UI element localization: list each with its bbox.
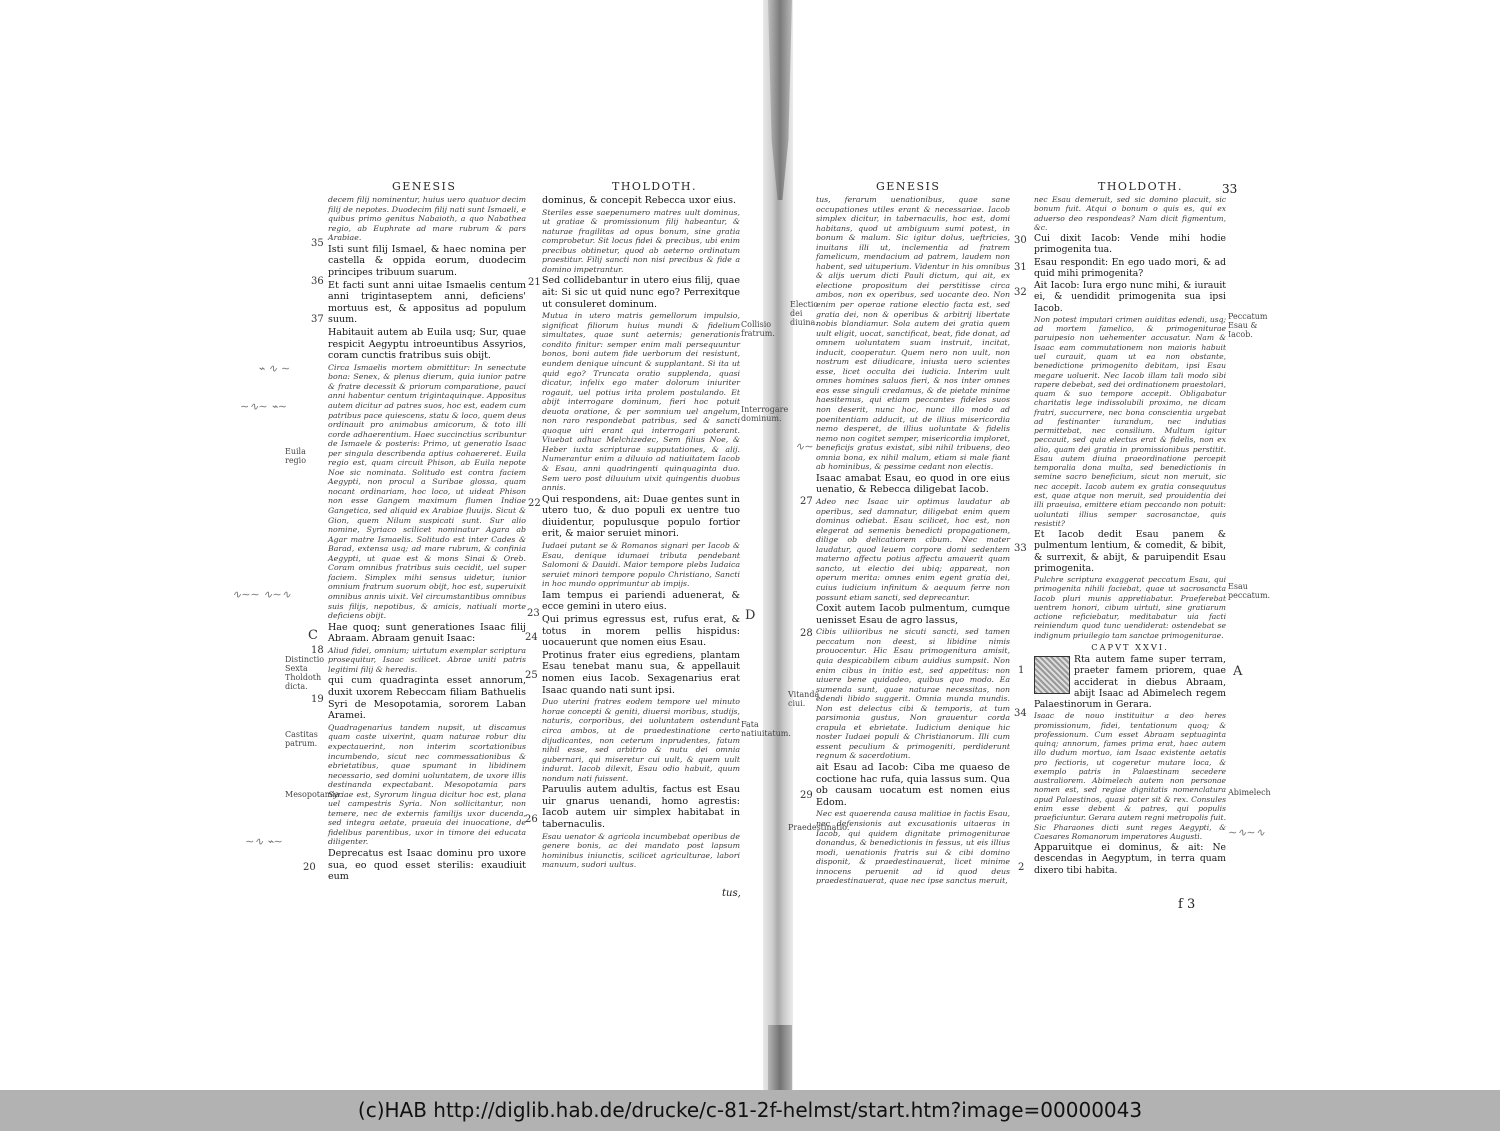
verse-number: 19 <box>311 694 324 705</box>
catchword: tus, <box>722 888 741 899</box>
paragraph-text: Qui primus egressus est, rufus erat, & totus in morem pellis hispidus: uocauerunt que nomen eius Esau. <box>542 614 740 649</box>
verse-number: 31 <box>1014 262 1027 273</box>
commentary-paragraph <box>328 646 526 675</box>
commentary-paragraph <box>328 363 526 621</box>
handwritten-marginalia: ∼∿ ⌁∼ <box>245 835 283 848</box>
commentary-paragraph <box>816 497 1010 602</box>
verse-number: 20 <box>303 862 316 873</box>
paragraph-text: Esau respondit: En ego uado mori, & ad quid mihi primogenita? <box>1034 256 1226 279</box>
paragraph-text: Habitauit autem ab Euila usq; Sur, quae respicit Aegyptu introeuntibus Assyrios, coram cunctis fratribus suis obijt. <box>328 327 526 362</box>
commentary-paragraph <box>816 809 1010 885</box>
verse-number: 18 <box>311 645 324 656</box>
bible-verse-paragraph <box>816 473 1010 496</box>
margin-note: Peccatum Esau & Iacob. <box>1228 312 1268 339</box>
margin-note: Castitas patrum. <box>285 730 318 748</box>
verse-number: 24 <box>525 632 538 643</box>
verse-number: 25 <box>525 670 538 681</box>
margin-note: Mesopotamia. <box>285 790 343 799</box>
paragraph-text: Protinus frater eius egrediens, plantam Esau tenebat manu sua, & appellauit nomen eius Iacob. Sexagenarius erat Isaac quando nati sunt ipsi. <box>542 649 740 696</box>
chapter-heading <box>1034 642 1226 652</box>
margin-note: Collisio fratrum. <box>741 320 775 338</box>
bible-verse-paragraph <box>1034 280 1226 314</box>
paragraph-text: Duo uterini fratres eodem tempore uel minuto horae concepti & geniti, diuersi moribus, studijs, naturis, corporibus, dei uoluntatem ostendunt circa ambos, ut de praedestinatione certo dijudicantes, non ceterum inprudentes, fatum nihil esse, sed arbitrio & nutu dei omnia gubernari, qui miseretur cui uult, & quem uult indurat. Iacob dilexit, Esau odio habuit, quum nondum nati fuissent. <box>542 697 740 783</box>
paragraph-text: Isaac de nouo instituitur a deo heres promissionum, fidei, tentationum quoq; & professionum. Cum esset Abraam septuaginta quinq; annorum, fames prima erat, haec autem illo dudum mortuo, iam Isaac existente aetatis pro fectioris, ut cogeretur mutare loca, & exemplo patris in Palaestinam secedere australiorem. Abimelech autem non personae nomen est, sed regiae dignitatis nomenclatura apud Palaestinos, quasi pater sit & rex. Consules enim esse debent & patres, qui populis praeficiuntur. Gerara autem regni metropolis fuit. Sic Pharaones dicti sunt reges Aegypti, & Caesares Romanorum imperatores Augusti. <box>1034 711 1226 841</box>
paragraph-text: Et facti sunt anni uitae Ismaelis centum anni trigintaseptem anni, deficiens' mortuus est, & appositus ad populum suum. <box>328 279 526 326</box>
paragraph-text: Deprecatus est Isaac dominu pro uxore sua, eo quod esset sterilis: exaudiuit eum <box>328 848 526 883</box>
commentary-paragraph <box>816 627 1010 761</box>
section-letter: D <box>745 608 756 623</box>
section-letter: A <box>1233 664 1243 679</box>
source-credit-text: (c)HAB http://diglib.hab.de/drucke/c-81-2f-helmst/start.htm?image=00000043 <box>357 1098 1143 1122</box>
paragraph-text: dominus, & concepit Rebecca uxor eius. <box>542 195 737 206</box>
handwritten-marginalia: ∼∿∼∿ <box>1228 826 1265 839</box>
paragraph-text: Iudaei putant se & Romanos signari per Iacob & Esau, denique idumaei tributa pendebant Salomoni & Dauidi. Maior tempore plebs Iudaica seruiet minori tempore populo Christiano, Sancti in hoc mundo opprimuntur ab impijs. <box>542 541 740 589</box>
folio-number: 33 <box>1222 182 1238 196</box>
bible-verse-paragraph <box>328 848 526 883</box>
paragraph-text: tus, ferarum uenationibus, quae sane occupationes utiles erant & necessariae. Iacob simplex dicitur, in tabernaculis, hoc est, domi habitans, quod ut ambiguum sumi potest, in bonum & malum. Sic igitur dolus, ueftricies, inuitans illi ut, inclementia ad fratrem famelicum, mendacium ad patrem, laudem non habent, sed uituperium. Videntur in his omnibus & alijs uerum dicti Pauli dictum, qui ait, ex electione propositum dei perstitisse circa ambos, non ex operibus, sed uocante deo. Non enim per operae ratione electio facta est, sed gratia dei, non & operibus & arbitrij libertate nobis blandiamur. Sola autem dei gratia quem uult eligit, uocat, sanctificat, beat, fide donat, ad omnem uoluntatem suam instruit, incitat, inducit, cooperatur. Quem nero non uult, non nostrum est diiudicare, iniusta uero scientes esse, licet occulta dei iudicia. Interim uult omnes homines saluos fieri, & nos inter omnes eos esse singuli credamus, & de pietate minime haesitemus, qui etiam peccantes fideles suos non deserit, nunc hoc, nunc illo modo ad poenitentiam adducit, ut de illius misericordia nemo desperet, de illius uoluntate & fidelis nemo non cogitet semper, misericordia imploret, beneficijs gratus existat, sibi nihil tribuens, deo omnia bona, ex nihil malum, etiam si male fiant ab hominibus, & pessime cedant non electis. <box>816 195 1010 472</box>
margin-note: Interrogare dominum. <box>741 405 789 423</box>
verse-number: 34 <box>1014 708 1027 719</box>
handwritten-marginalia: ∼∿∼ ⌁∼ <box>240 400 287 413</box>
bible-verse-paragraph <box>328 244 526 279</box>
verse-number: 1 <box>1018 665 1025 676</box>
paragraph-text: Mutua in utero matris gemellorum impulsio, significat filiorum huius mundi & fidelium simultates, quae sunt aeternis; generationis condito finitur: semper enim mali persequuntur bonos, boni autem fide uerborum dei resistunt, eundem denique uincunt & supplantant. Si ita ut quid ego? Truncata oratio supplenda, quasi dicatur, infelix ego mater dolorum iniuriter rogauit, uel potius irita prolem postulando. Et abijt interrogare dominum, fieri hoc potuit deuota oratione, & per somnium uel angelum, non raro respondebat patribus, sed & sancti quoque uiri erant qui interrogari poterant. Viuebat adhuc Melchizedec, Sem filius Noe, & Heber iuxta scripturae supputationes, & alij. Numerantur enim a diluuio ad natiuitatem Iacob & Esau, anni quadringenti quinquaginta duo. Sem uero post diluuium uixit quingentis duobus annis. <box>542 311 740 493</box>
paragraph-text: ait Esau ad Iacob: Ciba me quaeso de coctione hac rufa, quia lassus sum. Qua ob causam uocatum est nomen eius Edom. <box>816 761 1010 808</box>
left-page-column-1 <box>328 195 526 884</box>
paragraph-text: Ait Iacob: Iura ergo nunc mihi, & iurauit ei, & uendidit primogenita sua ipsi Iacob. <box>1034 280 1226 314</box>
paragraph-text: Quadragenarius tandem nupsit, ut discamus quam caste uixerint, quam naturae robur diu expectauerint, non interim scortationibus incumbendo, sicut nec commessationibus & ebrietatibus, quae spumant in libidinem necessario, sed domini uoluntatem, de uxore illis destinanda expectabant. Mesopotamia pars Syriae est, Syrorum lingua dicitur hoc est, plana uel campestris Syria. Non sollicitantur, non temere, nec de externis familijs uxor ducenda, sed integra aetate, praeuia dei inuocatione, de fidelibus parentibus, uxor in timore dei educata diligenter. <box>328 722 526 847</box>
commentary-paragraph <box>542 832 740 870</box>
paragraph-text: qui cum quadraginta esset annorum, duxit uxorem Rebeccam filiam Bathuelis Syri de Mesopotamia, sororem Laban Aramei. <box>328 675 526 722</box>
bible-verse-paragraph <box>1034 842 1226 876</box>
paragraph-text: Cibis uiliioribus ne sicuti sancti, sed tamen peccatum non deest, si libidine nimis prouocentur. Hic Esau primogenitura amisit, quia despicabilem cibum auidius sumpsit. Non enim cibus in initio est, sed appetitus: non uiuere bene quidadeo, quibus quo modo. Ea sumenda sunt, quae naturae necessitas, non edendi libido suggerit. Omnia munda mundis. Non est delectus cibi & temporis, at tum parsimonia gustus, Non grauentur corda crapula et ebrietate. Iudicium denique hic noster Iudaei populi & Christianorum. Illi cum essent peculium & primogeniti, perdiderunt regnum & sacerdotium. <box>816 627 1010 761</box>
paragraph-text: Qui respondens, ait: Duae gentes sunt in utero tuo, & duo populi ex uentre tuo diuidentur, populusque populo fortior erit, & maior seruiet minori. <box>542 493 740 540</box>
paragraph-text: Non potest imputari crimen auiditas edendi, usq; ad mortem famelico, & primogeniturae paruipesio non uehementer accusatur. Nam & Isaac eam commutationem non maioris habuit uel curauit, quam ut ea non obstante, benedictione primogenito debitam, ipsi Esau megare uoluerit. Nec Iacob illam tali modo sibi rapere debebat, sed dei ordinationem praestolari, quam & suo tempore accepit. Obligabatur charitatis lege indissolubili proximo, ne dicam fratri, succurrere, nec bona conscientia urgebat ad festinanter iurandum, nec indutias permittebat, nec consilium. Multum igitur peccauit, sed quia electus erat & fidelis, non ex alio, quam dei gratia in promissionibus perstitit. Esau autem diuina praeordinatione percepit temporalia dona multa, sed benedictionis in semine sacro beneficium, sicut non meruit, sic nec accepit. Iacob autem ex gratia consequutus est, quae atque non meruit, sed prouidentia dei illi praeuisa, emittere etiam peccando non potuit: uoluntati illius semper sacrosanctae, quis resistit? <box>1034 314 1226 528</box>
commentary-paragraph <box>542 311 740 492</box>
verse-number: 21 <box>528 277 541 288</box>
verse-number: 27 <box>800 496 813 507</box>
margin-note: Distinctio Sexta Tholdoth dicta. <box>285 655 325 691</box>
margin-note: Fata natiuitatum. <box>741 720 791 738</box>
bible-verse-paragraph <box>542 614 740 649</box>
margin-note: Euila regio <box>285 447 307 465</box>
paragraph-text: Adeo nec Isaac uir optimus laudatur ab operibus, sed damnatur, diligebat enim quem dominus odiebat. Esau scilicet, hoc est, non elegerat ad semenis benedicti propagationem, dilige ob delicatiorem cibum. Nec mater laudatur, quod leuem corpore domi sedentem materno affectu potius affectu amauerit quam sancto, ut electio dei ubiq; appareat, non operum merita: omnes enim egent gratia dei, cuius iudicium infinitum & aequum ferre non possunt etiam sancti, sed deprecantur. <box>816 497 1010 602</box>
paragraph-text: Rta autem fame super terram, praeter famem priorem, quae acciderat in diebus Abraam, abijt Isaac ad Abimelech regem Palaestinorum in Gerara. <box>1034 654 1226 711</box>
verse-number: 29 <box>800 790 813 801</box>
verse-number: 35 <box>311 238 324 249</box>
handwritten-marginalia: ∿∼ <box>795 440 814 453</box>
verse-number: 30 <box>1014 235 1027 246</box>
left-running-head-genesis: GENESIS <box>392 180 457 193</box>
bible-verse-paragraph <box>328 327 526 362</box>
decorated-initial <box>1034 656 1070 694</box>
right-running-head-tholdoth: THOLDOTH. <box>1098 180 1184 193</box>
verse-number: 36 <box>311 276 324 287</box>
verse-number: 23 <box>527 608 540 619</box>
right-page-column-1 <box>816 195 1010 887</box>
left-page-column-2 <box>542 195 740 871</box>
paragraph-text: Cui dixit Iacob: Vende mihi hodie primogenita tua. <box>1034 233 1226 256</box>
commentary-paragraph <box>328 195 526 243</box>
binding-strip-bottom <box>768 1025 792 1090</box>
verse-number: 2 <box>1018 862 1025 873</box>
bible-verse-paragraph <box>328 622 526 645</box>
source-credit-bar <box>0 1090 1500 1131</box>
commentary-paragraph <box>542 697 740 783</box>
margin-note: Electio dei diuina. <box>790 300 819 327</box>
paragraph-text: decem filij nominentur, huius uero quatuor decim filij de nepotes. Duodecim filij nati sunt Ismaeli, e quibus primo genitus Nabaioth, a quo Nabathea regio, ab Euphrate ad mare rubrum & pars Arabiae. <box>328 195 526 243</box>
paragraph-text: Iam tempus ei pariendi aduenerat, & ecce gemini in utero eius. <box>542 589 740 613</box>
bible-verse-paragraph <box>1034 654 1226 710</box>
verse-number: 26 <box>525 814 538 825</box>
bible-verse-paragraph <box>542 275 740 310</box>
bible-verse-paragraph <box>328 280 526 326</box>
section-letter: C <box>308 628 318 643</box>
verse-number: 22 <box>528 498 541 509</box>
verse-number: 37 <box>311 314 324 325</box>
paragraph-text: Sed collidebantur in utero eius filij, quae ait: Si sic ut quid nunc ego? Perrexitque ut consuleret dominum. <box>542 275 740 310</box>
margin-note: Esau peccatum. <box>1228 582 1271 600</box>
commentary-paragraph <box>1034 711 1226 841</box>
paragraph-text: Nec est quaerenda causa malitiae in factis Esau, nec defensionis aut excusationis uitaeras in Iacob, qui quidem dignitate primogeniturae donandus, & benedictionis in fessus, ut eis illius modi, uenationis fratris sui & cibi domino disponit, & praedestinauerat, licet minime innocens peruenit ad id quod deus praedestinauerat, quae nec ipse sanctus meruit, <box>816 809 1010 886</box>
paragraph-text: Circa Ismaelis mortem obmittitur: In senectute bona: Senex, & plenus dierum, quia iunior patre & fratre decessit & priorum comparatione, pauci anni habentur centum trigintaquinque. Appositus autem dicitur ad patres suos, hoc est, eadem cum patribus pace quiescens, statu & loco, quem deus ordinauit pro animabus amicorum, & toto illi corde adhaerentium. Haec succinctius scribuntur de Ismaele & posteris: Primo, ut generatio Isaac per singula describenda aptius cohaereret. Euila regio est, quam circuit Phison, ab Euila nepote Noe sic nominata. Solitudo est contra faciem Aegypti, non procul a Suribae glossa, quam nocant ordinariam, hoc loco, ut uideat Phison non esse Gangem maximum flumen Indiae Gangetica, sed aliquid ex Arabiae fluuijs. Sicut & Gion, quem Nilum suspicati sunt. Sur alio nomine, Syriaco scilicet nominatur Agara ab Agar matre Ismaelis. Solitudo est inter Cades & Barad, extensa usq; ad mare rubrum, & confinia Aegypti, ut quae est & mons Sinai & Oreb. Coram omnibus fratribus suis cecidit, uel super faciem. Simplex mihi sensus uidetur, iunior omnium fratrum suorum obijt, hoc est, superuixit omnibus annis uixit. Vel circumstantibus omnibus suis filijs, nepotibus, & amicis, natiuali morte deficiens obijt. <box>328 362 526 621</box>
bible-verse-paragraph <box>542 784 740 830</box>
bible-verse-paragraph <box>816 603 1010 626</box>
paragraph-text: Isaac amabat Esau, eo quod in ore eius uenatio, & Rebecca diligebat Iacob. <box>816 472 1010 496</box>
commentary-paragraph <box>542 541 740 589</box>
paragraph-text: Esau uenator & agricola incumbebat operibus de genere bonis, ac dei mandato post lapsum hominibus iniunctis, scilicet agriculturae, labori manuum, sudori uultus. <box>542 831 740 870</box>
margin-note: Praedestinatio. <box>788 823 850 832</box>
bible-verse-paragraph <box>1034 233 1226 256</box>
paragraph-text: Coxit autem Iacob pulmentum, cumque uenisset Esau de agro lassus, <box>816 603 1010 626</box>
handwritten-marginalia: ∿∼∼ ∿∼∿ <box>232 588 291 601</box>
commentary-paragraph <box>1034 575 1226 640</box>
bible-verse-paragraph <box>542 650 740 696</box>
right-running-head-genesis: GENESIS <box>876 180 941 193</box>
commentary-paragraph <box>328 723 526 847</box>
paragraph-text: Et Iacob dedit Esau panem & pulmentum lentium, & comedit, & bibit, & surrexit, & abijt, & paruipendit Esau primogenita. <box>1034 529 1226 574</box>
handwritten-marginalia: ⌁ ∿ ∼ <box>258 362 291 375</box>
paragraph-text: Apparuitque ei dominus, & ait: Ne descendas in Aegyptum, in terra quam dixero tibi habita. <box>1034 842 1226 876</box>
paragraph-text: Aliud fidei, omnium; uirtutum exemplar scriptura prosequitur, Isaac scilicet. Abrae uniti patris legitimi filij & heredis. <box>328 645 526 674</box>
left-running-head-tholdoth: THOLDOTH. <box>612 180 698 193</box>
commentary-paragraph <box>1034 195 1226 232</box>
bible-verse-paragraph <box>1034 529 1226 574</box>
verse-number: 32 <box>1014 287 1027 298</box>
margin-note: Vitanda ciui. <box>788 690 820 708</box>
margin-note: Abimelech <box>1228 788 1271 797</box>
bible-verse-paragraph <box>1034 257 1226 280</box>
commentary-paragraph <box>542 208 740 275</box>
verse-number: 33 <box>1014 543 1027 554</box>
bible-verse-paragraph <box>542 494 740 540</box>
paragraph-text: Isti sunt filij Ismael, & haec nomina per castella & oppida eorum, duodecim principes tribuum suarum. <box>328 243 526 278</box>
bible-verse-paragraph <box>542 195 740 207</box>
paragraph-text: Paruulis autem adultis, factus est Esau uir gnarus uenandi, homo agrestis: Iacob autem uir simplex habitabat in tabernaculis. <box>542 784 740 831</box>
paragraph-text: Pulchre scriptura exaggerat peccatum Esau, qui primogenita nihili faciebat, quae ut sacrosancta Iacob pluri munis appretiabatur. Praeferebat uentrem honori, cibum uirtuti, sine gratiarum actione reficiebatur, meditabatur uia facti reiniendum quod tunc uendiderat: ostendebat se indignum priuilegio tam sanctae primogeniturae. <box>1034 575 1226 640</box>
paragraph-text: nec Esau demeruit, sed sic domino placuit, sic bonum fuit. Atqui o bonum o quis es, qui ex aduerso deo respondeas? Nam dicit figmentum, &c. <box>1034 195 1226 232</box>
verse-number: 28 <box>800 628 813 639</box>
paragraph-text: Steriles esse saepenumero matres uult dominus, ut gratiae & promissionum filij habeantur, & naturae fragilitas ad opus bonum, sine gratia comprobetur. Sit locus fidei & precibus, ubi enim precibus obtinetur, quod ab aeterno ordinatum praestitur. Filij sancti non nisi precibus & fide a domino impetrantur. <box>542 207 740 274</box>
paragraph-text: CAPVT XXVI. <box>1091 641 1169 652</box>
right-page-column-2 <box>1034 195 1226 877</box>
paragraph-text: Hae quoq; sunt generationes Isaac filij Abraam. Abraam genuit Isaac: <box>328 621 526 645</box>
commentary-paragraph <box>1034 315 1226 528</box>
signature-mark: f 3 <box>1178 897 1196 912</box>
commentary-paragraph <box>816 195 1010 472</box>
bible-verse-paragraph <box>542 590 740 613</box>
bible-verse-paragraph <box>816 762 1010 808</box>
bible-verse-paragraph <box>328 675 526 721</box>
